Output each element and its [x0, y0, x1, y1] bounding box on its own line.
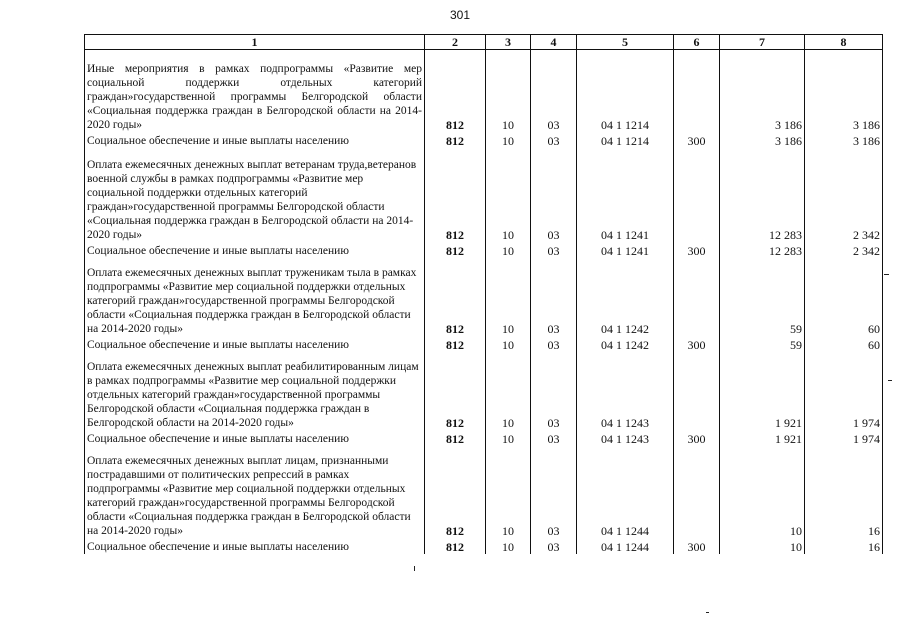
- table-row: [85, 352, 883, 430]
- row-name: Социальное обеспечение и иные выплаты населению: [85, 242, 425, 258]
- row-section-code: 10: [486, 446, 531, 538]
- row-amount-8: 60: [805, 336, 883, 352]
- row-subsection-code: 03: [531, 132, 577, 148]
- row-amount-8: 2 342: [805, 242, 883, 258]
- row-expense-type: 300: [674, 430, 720, 446]
- row-target-code: 04 1 1243: [577, 430, 674, 446]
- budget-table: [84, 34, 883, 554]
- row-amount-7: 1 921: [720, 430, 805, 446]
- row-ministry-code: 812: [425, 336, 486, 352]
- row-amount-7: 1 921: [720, 352, 805, 430]
- row-subsection-code: 03: [531, 336, 577, 352]
- row-section-code: 10: [486, 50, 531, 132]
- row-expense-type: 300: [674, 242, 720, 258]
- header-col-3: 3: [486, 35, 531, 50]
- row-name: Социальное обеспечение и иные выплаты населению: [85, 538, 425, 554]
- row-amount-7: 3 186: [720, 132, 805, 148]
- row-subsection-code: 03: [531, 538, 577, 554]
- table-row: [85, 50, 883, 132]
- header-col-6: 6: [674, 35, 720, 50]
- row-section-code: 10: [486, 258, 531, 336]
- row-target-code: 04 1 1244: [577, 538, 674, 554]
- row-amount-8: 16: [805, 538, 883, 554]
- header-col-2: 2: [425, 35, 486, 50]
- row-subsection-code: 03: [531, 148, 577, 242]
- row-amount-8: 60: [805, 258, 883, 336]
- row-amount-8: 2 342: [805, 148, 883, 242]
- row-amount-8: 1 974: [805, 430, 883, 446]
- header-col-8: 8: [805, 35, 883, 50]
- row-ministry-code: 812: [425, 446, 486, 538]
- row-expense-type: [674, 258, 720, 336]
- row-target-code: 04 1 1241: [577, 242, 674, 258]
- header-col-1: 1: [85, 35, 425, 50]
- row-ministry-code: 812: [425, 50, 486, 132]
- row-name: Оплата ежемесячных денежных выплат ветеранам труда,ветеранов военной службы в рамках подпрограммы «Развитие мер социальной поддержки отдельных категорий граждан»государственной программы Белгородской области «Социальная поддержка граждан в Белгородской области на 2014-2020 годы»: [85, 148, 425, 242]
- row-section-code: 10: [486, 336, 531, 352]
- row-ministry-code: 812: [425, 242, 486, 258]
- row-section-code: 10: [486, 242, 531, 258]
- row-expense-type: 300: [674, 336, 720, 352]
- row-amount-7: 59: [720, 258, 805, 336]
- row-expense-type: [674, 446, 720, 538]
- row-name: Оплата ежемесячных денежных выплат реабилитированным лицам в рамках подпрограммы «Развитие мер социальной поддержки отдельных категорий граждан»государственной программы Белгородской области «Социальная поддержка граждан в Белгородской области на 2014-2020 годы»: [85, 352, 425, 430]
- header-col-4: 4: [531, 35, 577, 50]
- row-section-code: 10: [486, 132, 531, 148]
- row-amount-7: 10: [720, 446, 805, 538]
- row-subsection-code: 03: [531, 258, 577, 336]
- row-amount-7: 59: [720, 336, 805, 352]
- row-name: Социальное обеспечение и иные выплаты населению: [85, 430, 425, 446]
- row-expense-type: [674, 50, 720, 132]
- scan-speck: [414, 566, 415, 571]
- row-amount-8: 16: [805, 446, 883, 538]
- row-ministry-code: 812: [425, 258, 486, 336]
- row-subsection-code: 03: [531, 242, 577, 258]
- table-row: [85, 336, 883, 352]
- row-expense-type: 300: [674, 538, 720, 554]
- row-ministry-code: 812: [425, 538, 486, 554]
- row-amount-7: 12 283: [720, 148, 805, 242]
- row-expense-type: [674, 352, 720, 430]
- row-name: Социальное обеспечение и иные выплаты населению: [85, 132, 425, 148]
- row-amount-8: 3 186: [805, 132, 883, 148]
- table-row: [85, 258, 883, 336]
- row-target-code: 04 1 1241: [577, 148, 674, 242]
- table-header-row: [85, 35, 883, 50]
- row-name: Социальное обеспечение и иные выплаты населению: [85, 336, 425, 352]
- row-target-code: 04 1 1242: [577, 336, 674, 352]
- row-ministry-code: 812: [425, 352, 486, 430]
- row-amount-7: 12 283: [720, 242, 805, 258]
- scan-speck: [706, 612, 709, 613]
- row-amount-7: 3 186: [720, 50, 805, 132]
- table-row: [85, 148, 883, 242]
- header-col-5: 5: [577, 35, 674, 50]
- row-subsection-code: 03: [531, 50, 577, 132]
- table-row: [85, 430, 883, 446]
- header-col-7: 7: [720, 35, 805, 50]
- row-section-code: 10: [486, 148, 531, 242]
- row-target-code: 04 1 1244: [577, 446, 674, 538]
- row-name: Оплата ежемесячных денежных выплат труженикам тыла в рамках подпрограммы «Развитие мер социальной поддержки отдельных категорий граждан»государственной программы Белгородской области «Социальная поддержка граждан в Белгородской области на 2014-2020 годы»: [85, 258, 425, 336]
- row-section-code: 10: [486, 538, 531, 554]
- row-amount-8: 1 974: [805, 352, 883, 430]
- row-target-code: 04 1 1214: [577, 132, 674, 148]
- scan-speck: [888, 380, 892, 381]
- table-row: [85, 242, 883, 258]
- row-ministry-code: 812: [425, 148, 486, 242]
- row-name: Оплата ежемесячных денежных выплат лицам, признанными пострадавшими от политических репрессий в рамках подпрограммы «Развитие мер социальной поддержки отдельных категорий граждан»государственной программы Белгородской области «Социальная поддержка граждан в Белгородской области на 2014-2020 годы»: [85, 446, 425, 538]
- page-number: 301: [449, 8, 471, 22]
- row-target-code: 04 1 1214: [577, 50, 674, 132]
- table-row: [85, 446, 883, 538]
- row-subsection-code: 03: [531, 430, 577, 446]
- row-name: Иные мероприятия в рамках подпрограммы «Развитие мер социальной поддержки отдельных категорий граждан»государственной программы Белгородской области «Социальная поддержка граждан в Белгородской области на 2014-2020 годы»: [85, 50, 425, 132]
- row-ministry-code: 812: [425, 132, 486, 148]
- row-section-code: 10: [486, 352, 531, 430]
- row-target-code: 04 1 1242: [577, 258, 674, 336]
- row-amount-7: 10: [720, 538, 805, 554]
- row-ministry-code: 812: [425, 430, 486, 446]
- row-subsection-code: 03: [531, 352, 577, 430]
- row-expense-type: [674, 148, 720, 242]
- row-amount-8: 3 186: [805, 50, 883, 132]
- row-section-code: 10: [486, 430, 531, 446]
- table-row: [85, 132, 883, 148]
- row-expense-type: 300: [674, 132, 720, 148]
- scan-speck: [884, 274, 889, 275]
- row-target-code: 04 1 1243: [577, 352, 674, 430]
- row-subsection-code: 03: [531, 446, 577, 538]
- table-row: [85, 538, 883, 554]
